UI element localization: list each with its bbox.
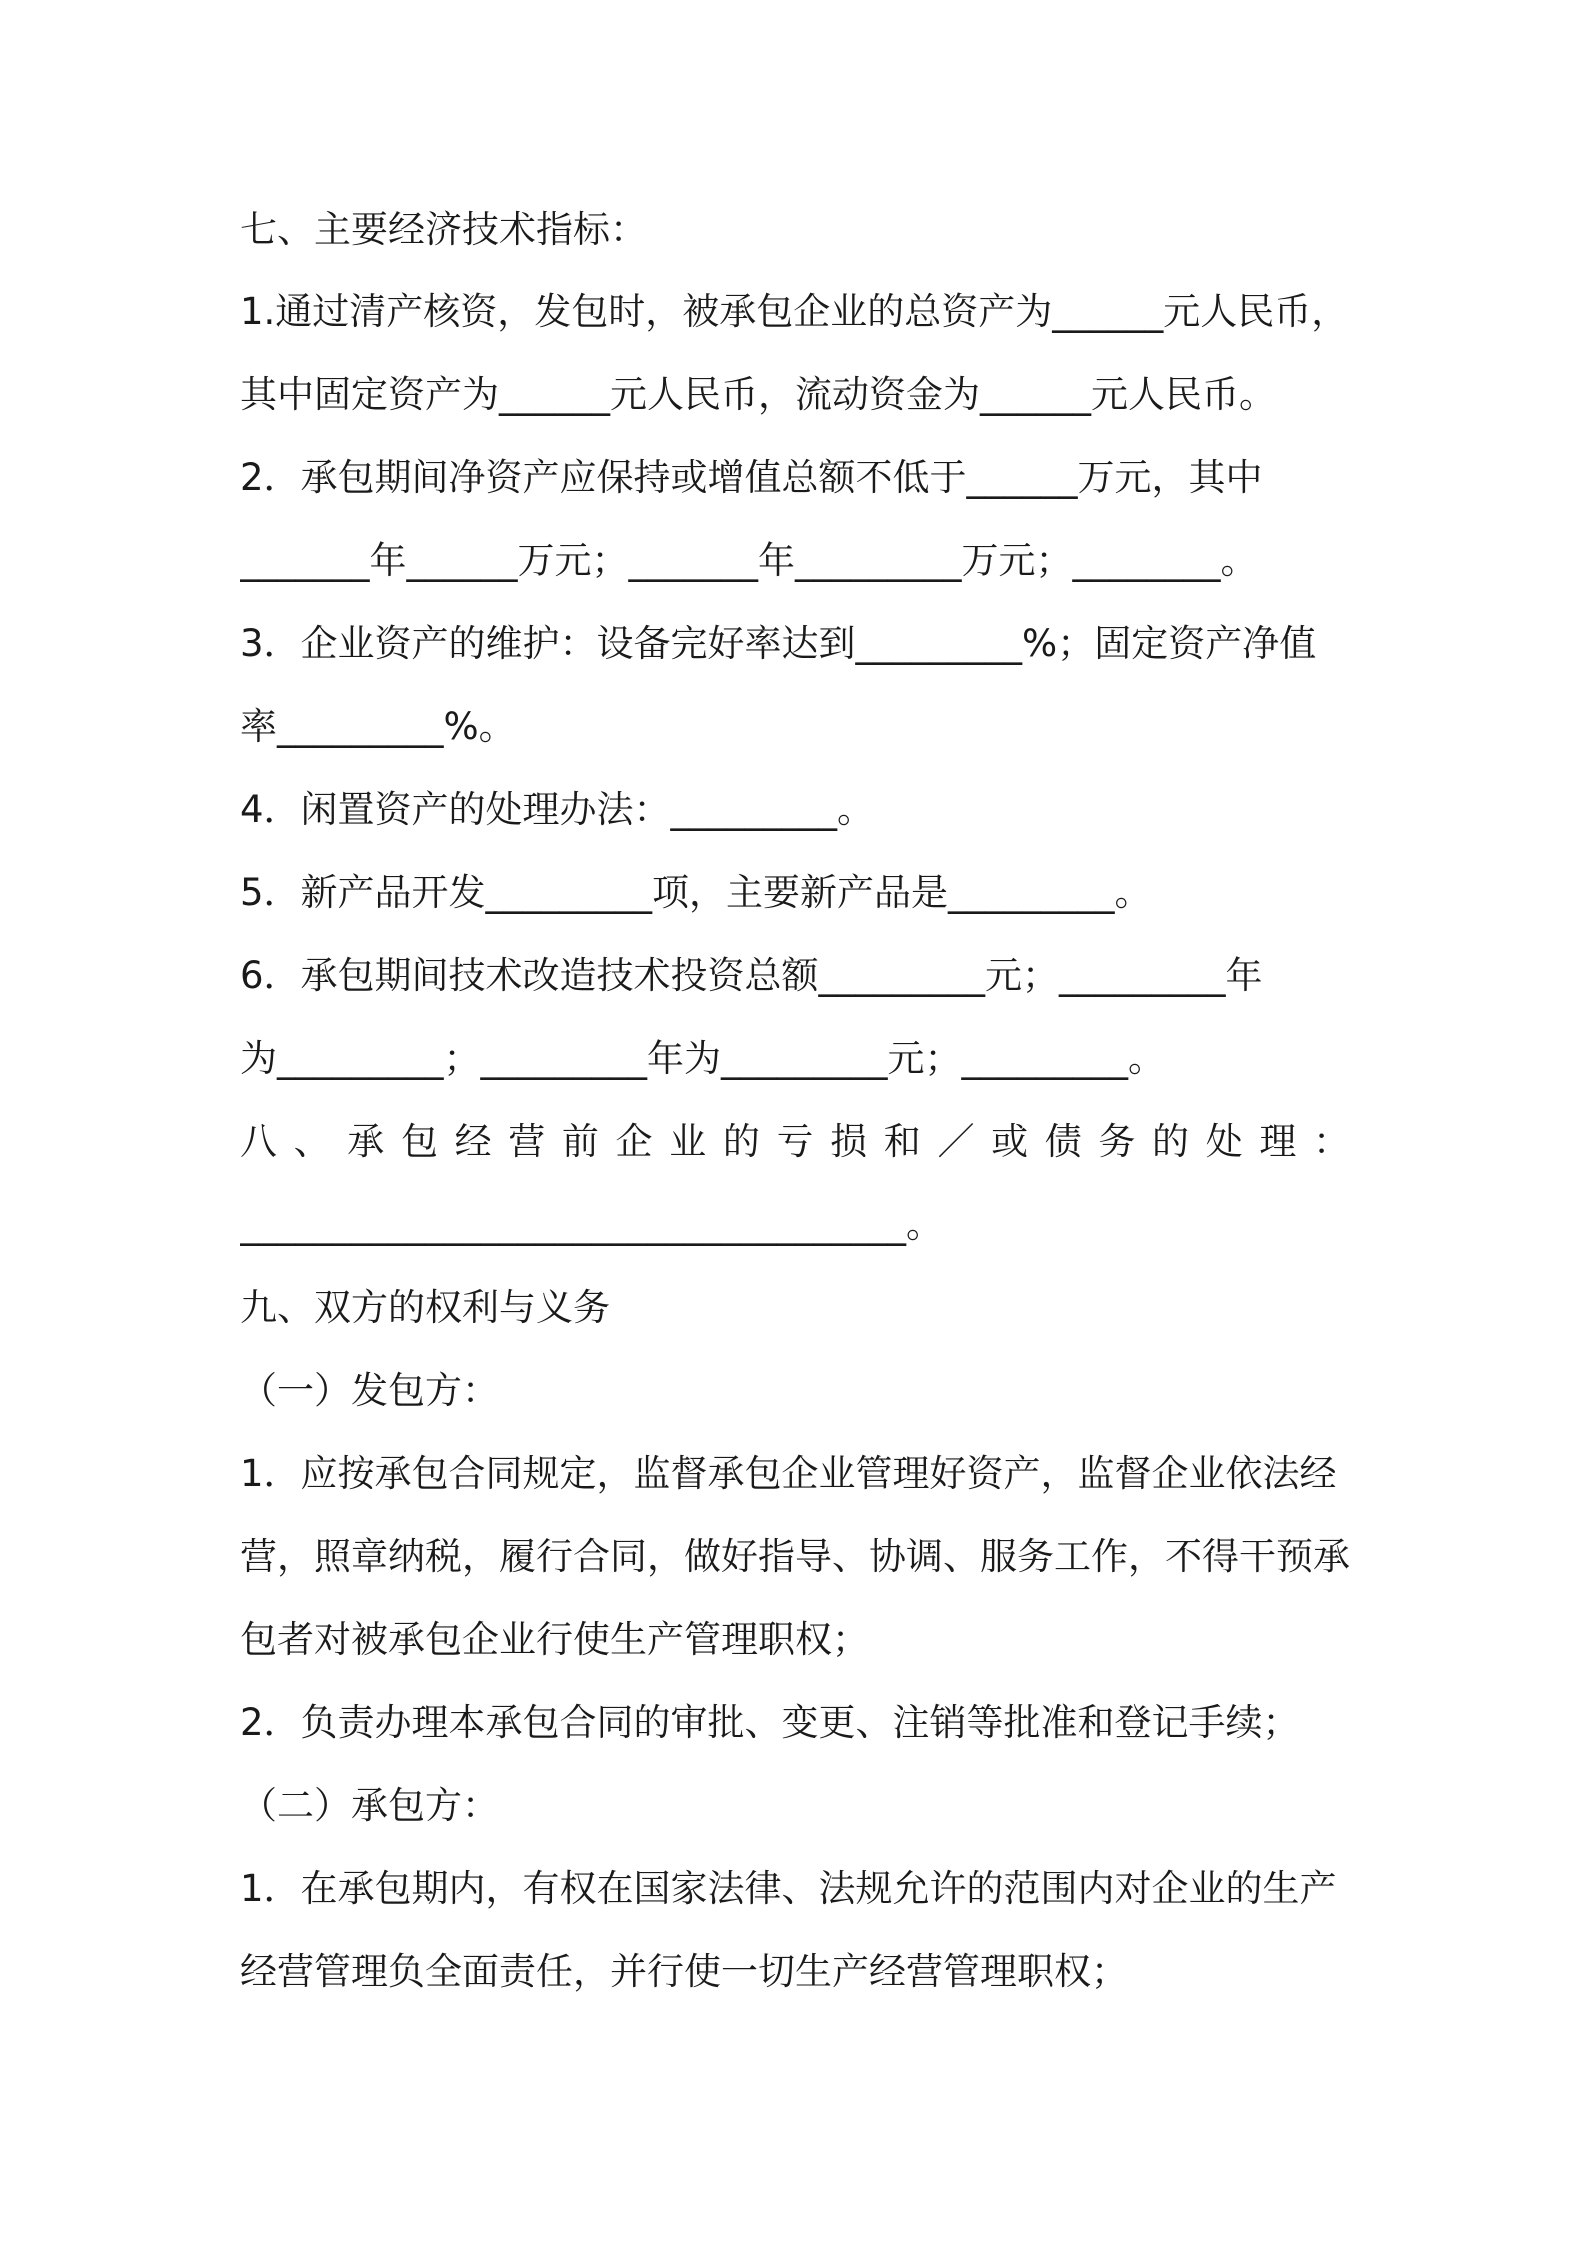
paragraph-line: 1．应按承包合同规定，监督承包企业管理好资产，监督企业依法经 [240,1452,1337,1495]
paragraph-line: 1.通过清产核资，发包时，被承包企业的总资产为______元人民币， [240,290,1349,333]
paragraph-line: 3．企业资产的维护：设备完好率达到_________%；固定资产净值 [240,622,1317,665]
paragraph-line: 5．新产品开发_________项，主要新产品是_________。 [240,871,1152,914]
paragraph-line: 1．在承包期内，有权在国家法律、法规允许的范围内对企业的生产 [240,1867,1337,1910]
paragraph-line: 为_________；_________年为_________元；_________。 [240,1037,1165,1080]
paragraph-line: ____________________________________。 [240,1203,943,1246]
section-heading-7: 七、主要经济技术指标： [240,208,647,251]
paragraph-line: _______年______万元；_______年_________万元；________。 [240,539,1258,582]
paragraph-line: 经营管理负全面责任，并行使一切生产经营管理职权； [240,1950,1128,1993]
paragraph-line: 率_________%。 [240,705,516,748]
paragraph-line: 2．负责办理本承包合同的审批、变更、注销等批准和登记手续； [240,1701,1300,1744]
paragraph-line: 4．闲置资产的处理办法：_________。 [240,788,875,831]
subsection-heading-contractor: （二）承包方： [240,1784,499,1827]
subsection-heading-employer: （一）发包方： [240,1369,499,1412]
paragraph-line: 营，照章纳税，履行合同，做好指导、协调、服务工作，不得干预承 [240,1535,1350,1578]
paragraph-line: 包者对被承包企业行使生产管理职权； [240,1618,869,1661]
section-heading-8: 八、承包经营前企业的亏损和／或债务的处理： [240,1120,1350,1163]
paragraph-line: 2．承包期间净资产应保持或增值总额不低于______万元，其中 [240,456,1263,499]
paragraph-line: 6．承包期间技术改造技术投资总额_________元；_________年 [240,954,1263,997]
section-heading-9: 九、双方的权利与义务 [240,1286,610,1329]
paragraph-line: 其中固定资产为______元人民币，流动资金为______元人民币。 [240,373,1276,416]
